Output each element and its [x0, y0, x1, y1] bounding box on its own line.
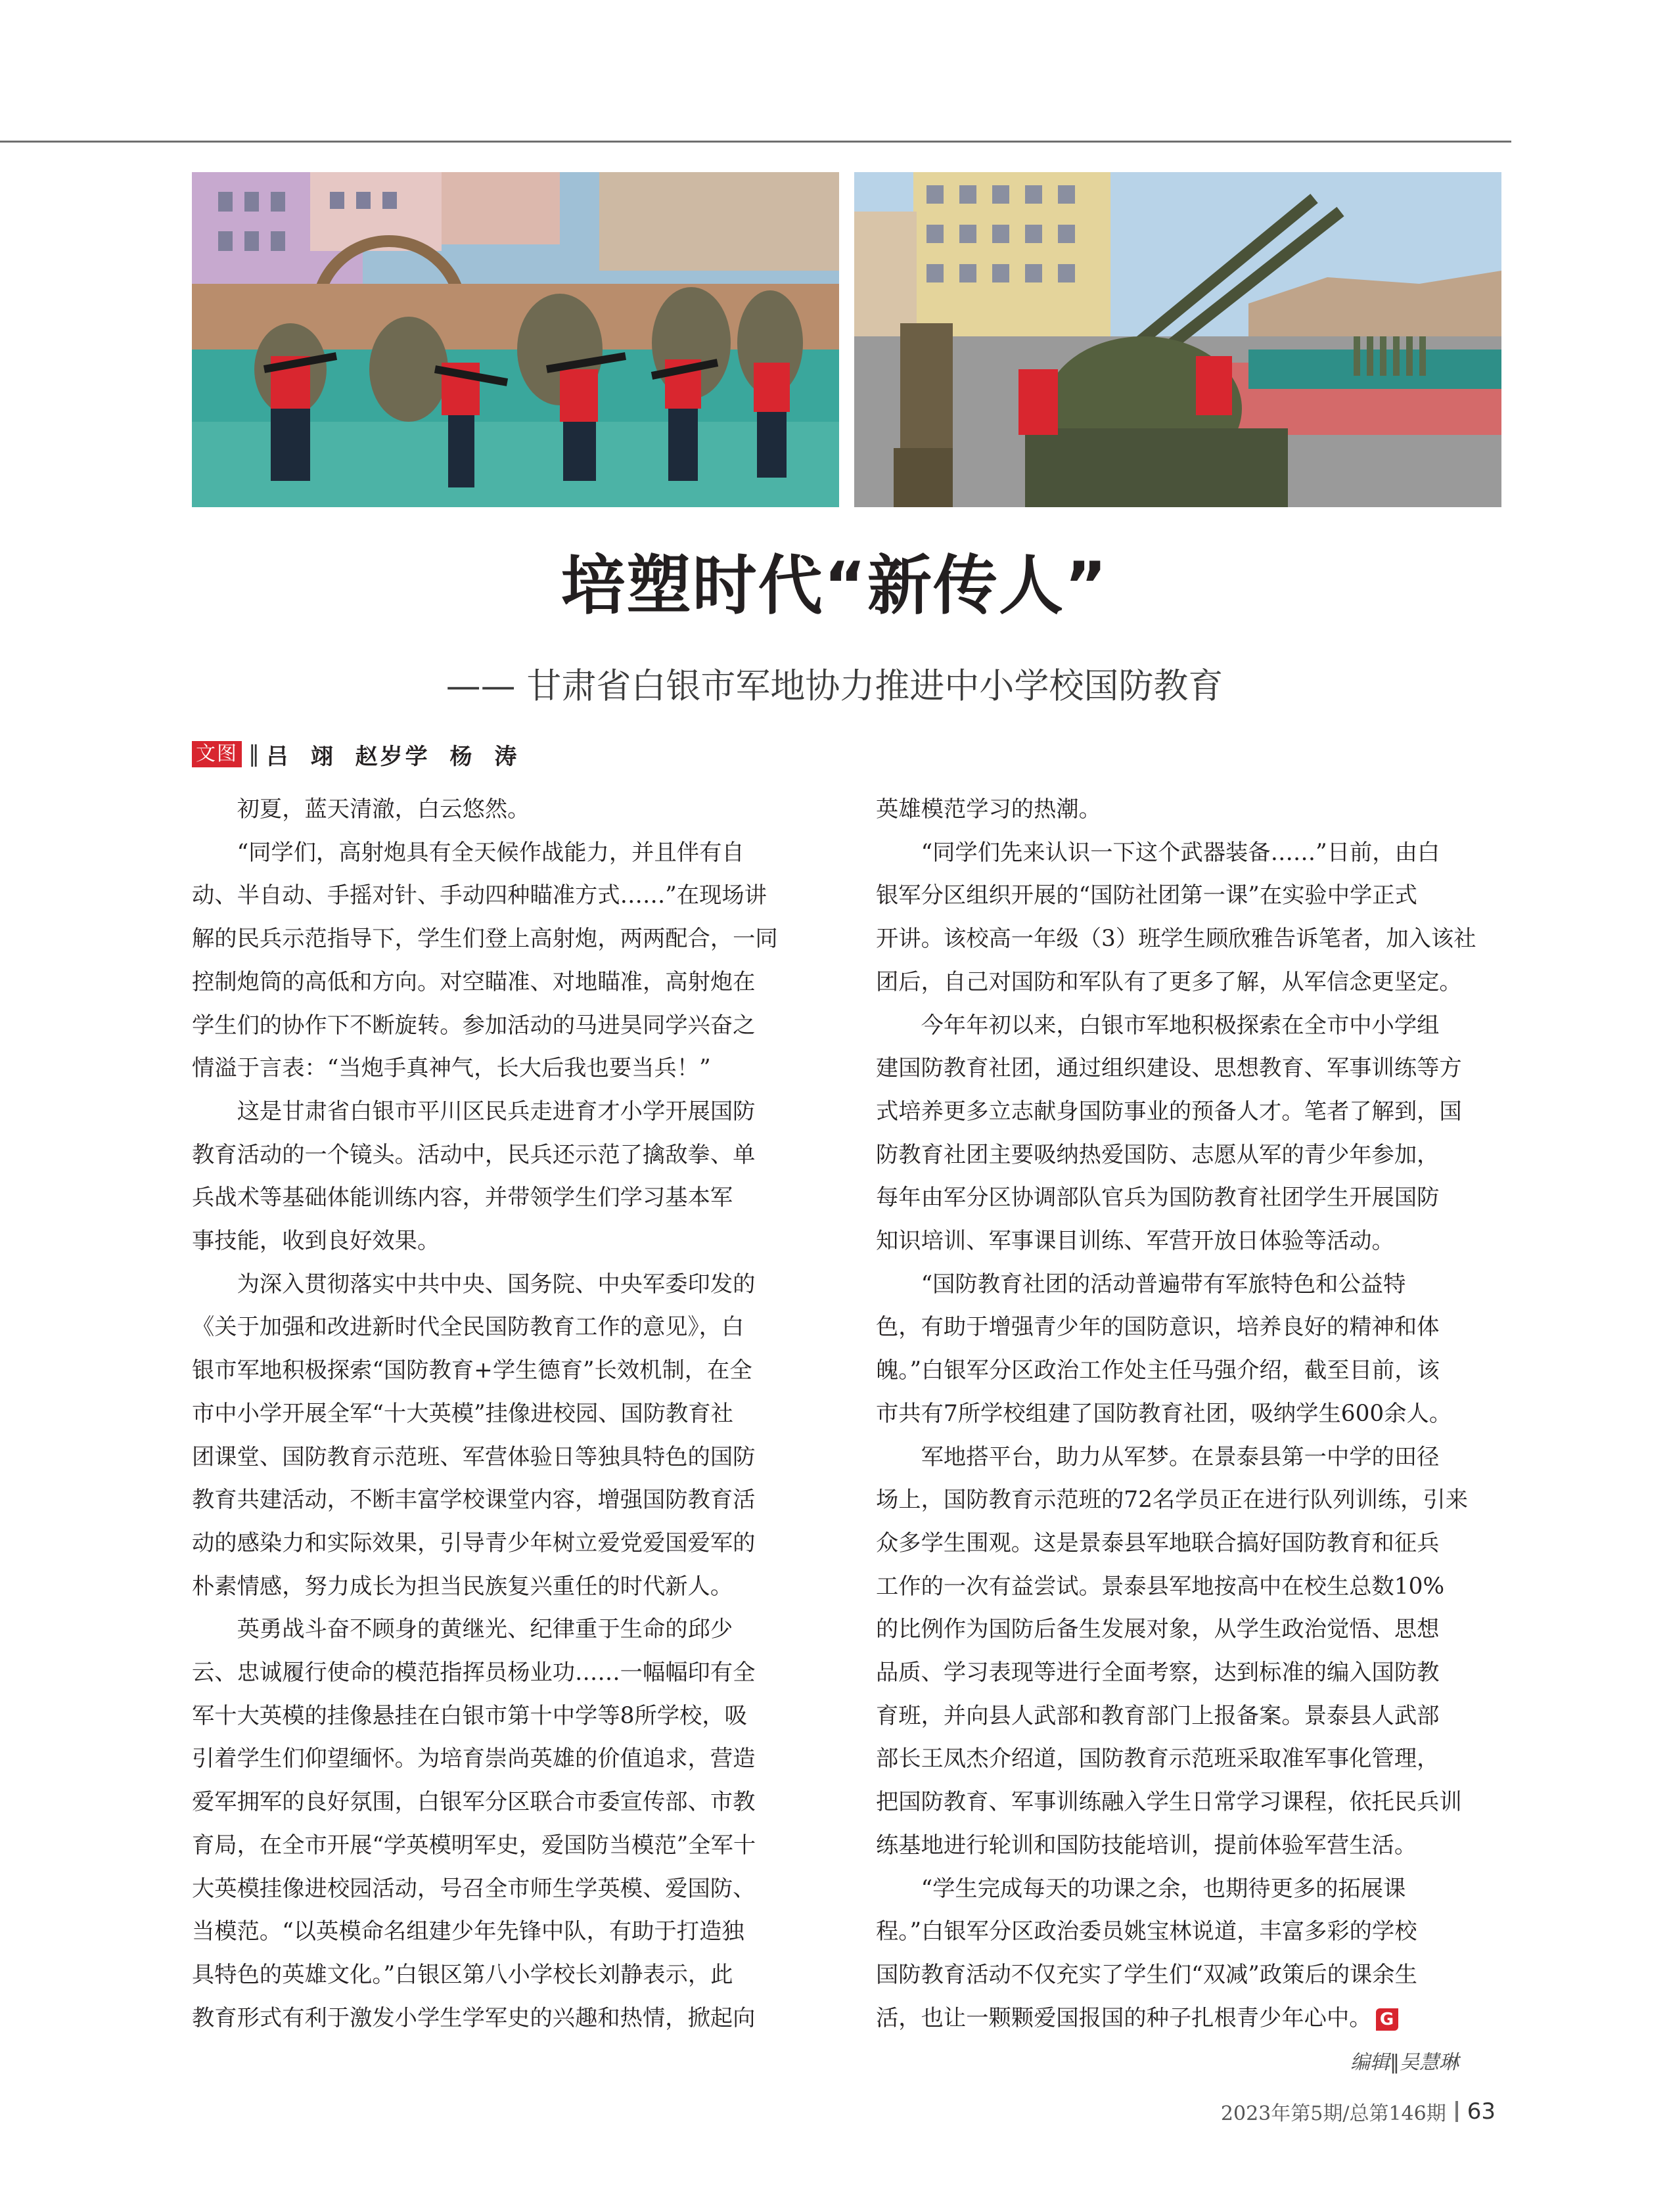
text-line: 的比例作为国防后备生发展对象，从学生政治觉悟、思想 — [876, 1616, 1440, 1643]
text-line: “同学们，高射炮具有全天候作战能力，并且伴有自 — [237, 839, 744, 866]
end-mark-icon: G — [1376, 2008, 1398, 2031]
text-line: 兵战术等基础体能训练内容，并带领学生们学习基本军 — [192, 1185, 733, 1211]
text-line: 市共有7所学校组建了国防教育社团，吸纳学生600余人。 — [876, 1400, 1452, 1427]
text-line: 动、半自动、手摇对针、手动四种瞄准方式……”在现场讲 — [192, 882, 767, 909]
text-line: 程。”白银军分区政治委员姚宝林说道，丰富多彩的学校 — [876, 1918, 1417, 1945]
text-line: 教育活动的一个镜头。活动中，民兵还示范了擒敌拳、单 — [192, 1141, 756, 1168]
text-line: 动的感染力和实际效果，引导青少年树立爱党爱国爱军的 — [192, 1529, 756, 1556]
text-line: “国防教育社团的活动普遍带有军旅特色和公益特 — [921, 1271, 1406, 1298]
text-line: “同学们先来认识一下这个武器装备……”日前，由白 — [921, 839, 1440, 866]
text-line: 每年由军分区协调部队官兵为国防教育社团学生开展国防 — [876, 1185, 1440, 1211]
text-line: 朴素情感，努力成长为担当民族复兴重任的时代新人。 — [192, 1573, 733, 1600]
text-line: 育班，并向县人武部和教育部门上报备案。景泰县人武部 — [876, 1702, 1440, 1729]
issue-info: 2023年第5期/总第146期 — [1220, 2102, 1446, 2125]
byline-tag: 文图 — [192, 741, 242, 767]
text-line: 爱军拥军的良好氛围，白银军分区联合市委宣传部、市教 — [192, 1789, 756, 1816]
text-line: 色，有助于增强青少年的国防意识，培养良好的精神和体 — [876, 1314, 1440, 1341]
byline-separator: ‖ — [248, 741, 260, 767]
article-subtitle: —— 甘肃省白银市军地协力推进中小学校国防教育 — [446, 666, 1223, 706]
photo-children-with-soldiers — [192, 172, 839, 507]
text-line: 事技能，收到良好效果。 — [192, 1228, 440, 1255]
text-line: 育局，在全市开展“学英模明军史，爱国防当模范”全军十 — [192, 1832, 756, 1859]
text-line: 活，也让一颗颗爱国报国的种子扎根青少年心中。 G — [876, 1997, 1503, 2041]
text-line: 军十大英模的挂像悬挂在白银市第十中学等8所学校，吸 — [192, 1702, 747, 1729]
footer-divider — [1455, 2101, 1458, 2122]
text-line: 场上，国防教育示范班的72名学员正在进行队列训练，引来 — [876, 1487, 1469, 1514]
text-line: 把国防教育、军事训练融入学生日常学习课程，依托民兵训 — [876, 1789, 1462, 1816]
text-line: 这是甘肃省白银市平川区民兵走进育才小学开展国防 — [237, 1098, 756, 1125]
editor-credit: 编辑‖吴慧琳 — [1350, 2051, 1459, 2074]
text-line: 开讲。该校高一年级（3）班学生顾欣雅告诉笔者，加入该社 — [876, 926, 1476, 953]
text-line: 英雄模范学习的热潮。 — [876, 796, 1101, 823]
text-line: 云、忠诚履行使命的模范指挥员杨业功……一幅幅印有全 — [192, 1659, 756, 1686]
text-line: 教育形式有利于激发小学生学军史的兴趣和热情，掀起向 — [192, 2004, 756, 2031]
text-line: 团后，自己对国防和军队有了更多了解，从军信念更坚定。 — [876, 968, 1462, 995]
text-line: 市中小学开展全军“十大英模”挂像进校园、国防教育社 — [192, 1400, 733, 1427]
text-line: 工作的一次有益尝试。景泰县军地按高中在校生总数10% — [876, 1573, 1445, 1600]
text-line: 《关于加强和改进新时代全民国防教育工作的意见》，白 — [192, 1314, 744, 1341]
photo-students-on-anti-aircraft-gun — [854, 172, 1501, 507]
text-line: 建国防教育社团，通过组织建设、思想教育、军事训练等方 — [876, 1055, 1462, 1082]
byline-authors: 吕 翊 赵岁学 杨 涛 — [266, 743, 520, 770]
photo-students-on-anti-aircraft-gun-image — [854, 172, 1501, 507]
text-line: 式培养更多立志献身国防事业的预备人才。笔者了解到，国 — [876, 1098, 1462, 1125]
top-rule — [0, 141, 1511, 143]
text-line: 银军分区组织开展的“国防社团第一课”在实验中学正式 — [876, 882, 1417, 909]
text-line: 军地搭平台，助力从军梦。在景泰县第一中学的田径 — [921, 1443, 1440, 1470]
text-line: 引着学生们仰望缅怀。为培育崇尚英雄的价值追求，营造 — [192, 1746, 756, 1772]
text-line: 情溢于言表：“当炮手真神气，长大后我也要当兵！” — [192, 1055, 711, 1082]
text-line: 学生们的协作下不断旋转。参加活动的马进昊同学兴奋之 — [192, 1012, 756, 1039]
right-column — [876, 788, 1503, 2040]
text-line: 教育共建活动，不断丰富学校课堂内容，增强国防教育活 — [192, 1487, 756, 1514]
text-line: 今年年初以来，白银市军地积极探索在全市中小学组 — [921, 1012, 1440, 1039]
text-line: 品质、学习表现等进行全面考察，达到标准的编入国防教 — [876, 1659, 1440, 1686]
left-column — [192, 788, 819, 2040]
text-line: 控制炮筒的高低和方向。对空瞄准、对地瞄准，高射炮在 — [192, 968, 756, 995]
text-line: 国防教育活动不仅充实了学生们“双减”政策后的课余生 — [876, 1961, 1417, 1988]
photo-children-with-soldiers-image — [192, 172, 839, 507]
byline — [192, 738, 519, 770]
text-line: 大英模挂像进校园活动，号召全市师生学英模、爱国防、 — [192, 1875, 756, 1902]
text-line: 众多学生围观。这是景泰县军地联合搞好国防教育和征兵 — [876, 1529, 1440, 1556]
text-line: 银市军地积极探索“国防教育+学生德育”长效机制，在全 — [192, 1357, 752, 1384]
text-line: 练基地进行轮训和国防技能培训，提前体验军营生活。 — [876, 1832, 1417, 1859]
text-line: 知识培训、军事课目训练、军营开放日体验等活动。 — [876, 1228, 1394, 1255]
text-line: 团课堂、国防教育示范班、军营体验日等独具特色的国防 — [192, 1443, 756, 1470]
text-line: “学生完成每天的功课之余，也期待更多的拓展课 — [921, 1875, 1406, 1902]
text-line: 解的民兵示范指导下，学生们登上高射炮，两两配合，一同 — [192, 926, 778, 953]
text-line: 为深入贯彻落实中共中央、国务院、中央军委印发的 — [237, 1271, 756, 1298]
article-title: 培塑时代“新传人” — [560, 549, 1109, 623]
text-line: 魄。”白银军分区政治工作处主任马强介绍，截至目前，该 — [876, 1357, 1440, 1384]
text-line: 具特色的英雄文化。”白银区第八小学校长刘静表示，此 — [192, 1961, 733, 1988]
text-line: 部长王凤杰介绍道，国防教育示范班采取准军事化管理， — [876, 1746, 1440, 1772]
text-line: 防教育社团主要吸纳热爱国防、志愿从军的青少年参加， — [876, 1141, 1440, 1168]
text-line: 初夏，蓝天清澈，白云悠然。 — [237, 796, 530, 823]
text-line: 英勇战斗奋不顾身的黄继光、纪律重于生命的邱少 — [237, 1616, 733, 1643]
page-number: 63 — [1467, 2098, 1496, 2125]
text-line: 当模范。“以英模命名组建少年先锋中队，有助于打造独 — [192, 1918, 744, 1945]
page-footer — [1221, 2097, 1496, 2126]
